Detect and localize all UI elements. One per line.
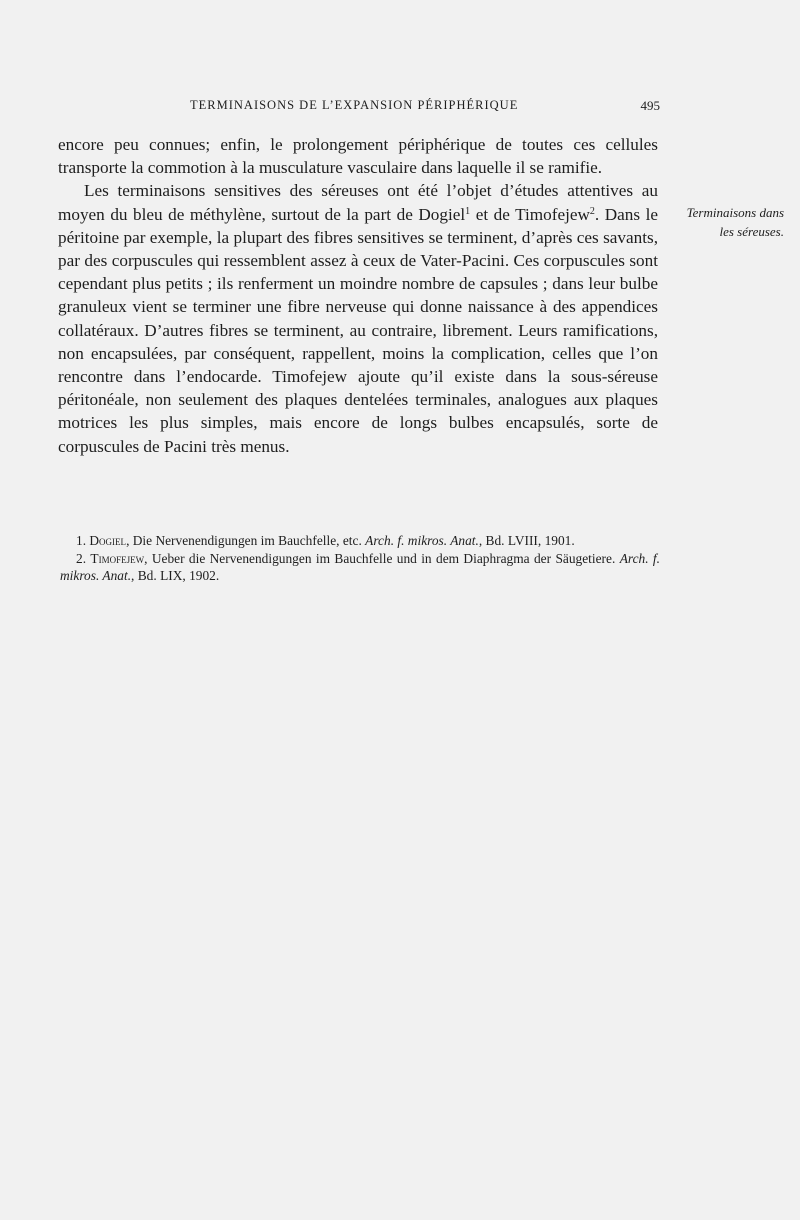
body-text	[58, 133, 658, 458]
margin-note: Terminaisons dans les séreuses.	[686, 205, 784, 239]
footnote-text: , Ueber die Nervenendigungen im Bauchfelle und in dem Diaphragma der Säugetiere.	[144, 550, 620, 566]
footnote-tail: , Bd. LIX, 1902.	[131, 568, 220, 583]
paragraph-text: et de Timofejew	[470, 204, 590, 224]
footnote-2	[60, 550, 660, 585]
running-title: TERMINAISONS DE L’EXPANSION PÉRIPHÉRIQUE	[190, 98, 519, 112]
paragraph-text: . Dans le péritoine par exemple, la plupart des fibres sensitives se terminent, d’après ces savants, par des corpuscules qui ressemblent assez à ceux de Vater-Pacini. Ces corpuscules sont cependant plus petits ; ils renferment un moindre nombre de capsules ; dans leur bulbe granuleux vient se terminer une fibre nerveuse qui donne naissance à des appendices collatéraux. D’autres fibres se terminent, au contraire, librement. Leurs ramifications, non encapsulées, par conséquent, rappellent, moins la complication, celles que l’on rencontre dans l’endocarde. Timofejew ajoute qu’il existe dans la sous-séreuse péritonéale, non seulement des plaques dentelées terminales, analogues aux plaques motrices les plus simples, mais encore de longs bulbes encapsulés, sorte de corpuscules de Pacini très menus.	[58, 204, 658, 456]
footnote-journal: Arch. f. mikros. Anat.	[60, 550, 661, 583]
footnote-tail: , Bd. LVIII, 1901.	[478, 533, 575, 548]
footnote-number: 1.	[76, 533, 90, 548]
page-number: 495	[640, 98, 660, 113]
footnotes	[60, 532, 660, 585]
page-header	[60, 98, 660, 118]
footnote-ref-2[interactable]: 2	[589, 205, 595, 217]
footnote-author: Dogiel	[89, 533, 127, 548]
paragraph-text: Les terminaisons sensitives des séreuses ont été l’objet d’études attentives au moyen du bleu de méthylène, surtout de la part de Dogiel	[58, 181, 658, 224]
footnote-text: , Die Nervenendigungen im Bauchfelle, etc.	[126, 533, 366, 548]
footnote-author: Timofejew	[90, 550, 145, 566]
footnote-journal: Arch. f. mikros. Anat.	[365, 533, 479, 548]
footnote-number: 2.	[76, 550, 91, 566]
footnote-ref-1[interactable]: 1	[465, 205, 471, 217]
footnote-1	[60, 532, 660, 550]
paragraph-continued: encore peu connues; enfin, le prolongement périphérique de toutes ces cellules transporte la commotion à la musculature vasculaire dans laquelle il se ramifie.	[58, 135, 658, 178]
paragraph-serous-terminations	[58, 179, 658, 457]
